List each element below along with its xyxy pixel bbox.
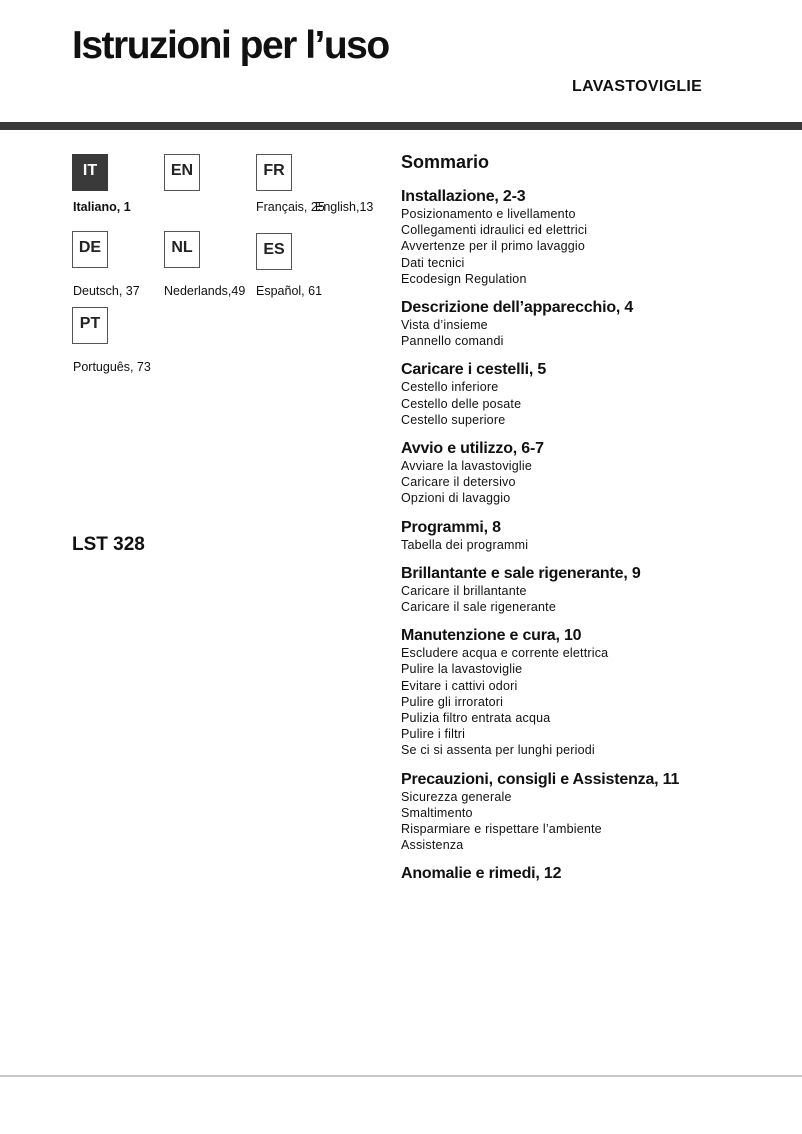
lang-box-fr[interactable]: FR bbox=[256, 154, 292, 191]
lang-label-de[interactable]: Deutsch, 37 bbox=[73, 284, 140, 298]
toc-item[interactable]: Ecodesign Regulation bbox=[401, 271, 527, 286]
toc-item[interactable]: Pulizia filtro entrata acqua bbox=[401, 711, 551, 726]
toc-item[interactable]: Avvertenze per il primo lavaggio bbox=[401, 239, 586, 254]
lang-box-it[interactable]: IT bbox=[72, 154, 108, 191]
toc-section-heading[interactable]: Brillantante e sale rigenerante, 9 bbox=[401, 564, 641, 582]
toc-section bbox=[401, 439, 781, 507]
toc-item[interactable]: Escludere acqua e corrente elettrica bbox=[401, 646, 609, 661]
lang-box-en[interactable]: EN bbox=[164, 154, 200, 191]
lang-box-de[interactable]: DE bbox=[72, 231, 108, 268]
lang-label-pt[interactable]: Português, 73 bbox=[73, 360, 151, 374]
toc-item[interactable]: Pulire i filtri bbox=[401, 727, 466, 742]
lang-box-pt[interactable]: PT bbox=[72, 307, 108, 344]
toc-section-heading[interactable]: Precauzioni, consigli e Assistenza, 11 bbox=[401, 770, 680, 788]
toc-item[interactable]: Pannello comandi bbox=[401, 334, 504, 349]
toc-item[interactable]: Evitare i cattivi odori bbox=[401, 678, 518, 693]
toc-section-heading[interactable]: Avvio e utilizzo, 6-7 bbox=[401, 440, 544, 458]
toc-section-heading[interactable]: Caricare i cestelli, 5 bbox=[401, 361, 547, 379]
toc-sections bbox=[401, 187, 781, 883]
lang-label-en[interactable]: English,13 bbox=[315, 200, 374, 214]
toc-section-heading[interactable]: Anomalie e rimedi, 12 bbox=[401, 865, 562, 883]
toc-item[interactable]: Pulire la lavastoviglie bbox=[401, 662, 523, 677]
toc-section bbox=[401, 360, 781, 428]
lang-label-es[interactable]: Español, 61 bbox=[256, 284, 323, 298]
toc-item[interactable]: Cestello inferiore bbox=[401, 380, 499, 395]
toc-item[interactable]: Opzioni di lavaggio bbox=[401, 491, 511, 506]
toc-item[interactable]: Dati tecnici bbox=[401, 255, 465, 270]
toc-section bbox=[401, 564, 781, 615]
toc-item[interactable]: Sicurezza generale bbox=[401, 789, 512, 804]
toc-section-heading[interactable]: Installazione, 2-3 bbox=[401, 188, 526, 205]
lang-label-it[interactable]: Italiano, 1 bbox=[73, 200, 131, 214]
toc-item[interactable]: Caricare il sale rigenerante bbox=[401, 600, 556, 615]
toc-item[interactable]: Risparmiare e rispettare l’ambiente bbox=[401, 822, 602, 837]
lang-box-es[interactable]: ES bbox=[256, 233, 292, 270]
toc-section bbox=[401, 864, 781, 883]
toc-item[interactable]: Tabella dei programmi bbox=[401, 537, 529, 552]
toc-item[interactable]: Cestello delle posate bbox=[401, 396, 522, 411]
lang-box-nl[interactable]: NL bbox=[164, 231, 200, 268]
toc-section bbox=[401, 626, 781, 758]
toc-section bbox=[401, 187, 781, 287]
toc-item[interactable]: Pulire gli irroratori bbox=[401, 694, 504, 709]
lang-label-nl[interactable]: Nederlands,49 bbox=[164, 284, 246, 298]
toc-item[interactable]: Collegamenti idraulici ed elettrici bbox=[401, 223, 588, 238]
toc-section-heading[interactable]: Manutenzione e cura, 10 bbox=[401, 627, 582, 645]
footer-divider bbox=[0, 1075, 802, 1077]
toc-item[interactable]: Smaltimento bbox=[401, 805, 473, 820]
lang-label-fr[interactable]: Français, 25 bbox=[256, 200, 325, 214]
toc-item[interactable]: Cestello superiore bbox=[401, 412, 506, 427]
product-type: LAVASTOVIGLIE bbox=[572, 78, 703, 95]
toc-item[interactable]: Se ci si assenta per lunghi periodi bbox=[401, 743, 595, 758]
toc-item[interactable]: Assistenza bbox=[401, 838, 464, 853]
page-title: Istruzioni per l’uso bbox=[72, 24, 389, 67]
toc-item[interactable]: Avviare la lavastoviglie bbox=[401, 459, 533, 474]
toc-item[interactable]: Caricare il detersivo bbox=[401, 475, 516, 490]
toc-section bbox=[401, 518, 781, 553]
toc-item[interactable]: Caricare il brillantante bbox=[401, 583, 527, 598]
toc-item[interactable]: Vista d’insieme bbox=[401, 318, 488, 333]
toc-section-heading[interactable]: Programmi, 8 bbox=[401, 518, 501, 536]
toc-section-heading[interactable]: Descrizione dell’apparecchio, 4 bbox=[401, 299, 634, 317]
model-name: LST 328 bbox=[72, 534, 145, 555]
table-of-contents bbox=[401, 152, 781, 894]
toc-title: Sommario bbox=[401, 152, 490, 172]
toc-section bbox=[401, 298, 781, 349]
toc-section bbox=[401, 770, 781, 854]
header-divider bbox=[0, 122, 802, 130]
toc-item[interactable]: Posizionamento e livellamento bbox=[401, 207, 576, 221]
